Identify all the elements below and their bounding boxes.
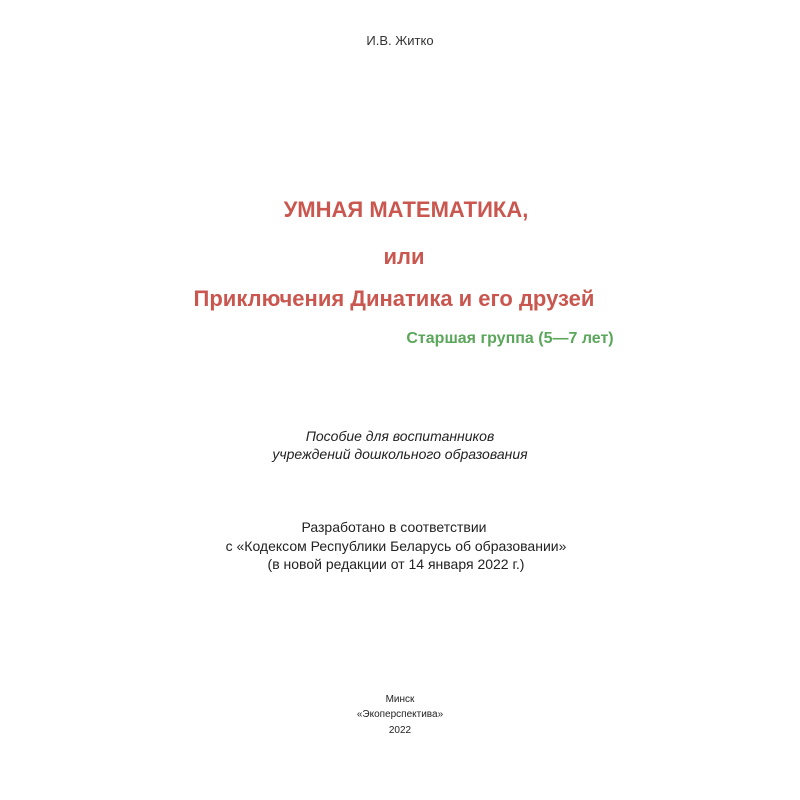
publisher-name: «Экоперспектива» [356, 709, 444, 720]
publication-year: 2022 [388, 725, 412, 736]
age-group-subtitle: Старшая группа (5—7 лет) [406, 330, 614, 347]
publisher-city: Минск [385, 694, 415, 705]
author-name: И.В. Житко [366, 33, 434, 48]
description-line-2: учреждений дошкольного образования [272, 446, 528, 462]
compliance-line-1: Разработано в соответствии [301, 519, 487, 535]
description-line-1: Пособие для воспитанников [305, 428, 495, 444]
compliance-line-3: (в новой редакции от 14 января 2022 г.) [267, 556, 525, 572]
book-title-line-2: или [383, 244, 425, 269]
book-title-line-3: Приключения Динатика и его друзей [193, 286, 595, 311]
book-title-line-1: УМНАЯ МАТЕМАТИКА, [283, 197, 529, 222]
compliance-line-2: с «Кодексом Республики Беларусь об образовании» [225, 538, 567, 554]
